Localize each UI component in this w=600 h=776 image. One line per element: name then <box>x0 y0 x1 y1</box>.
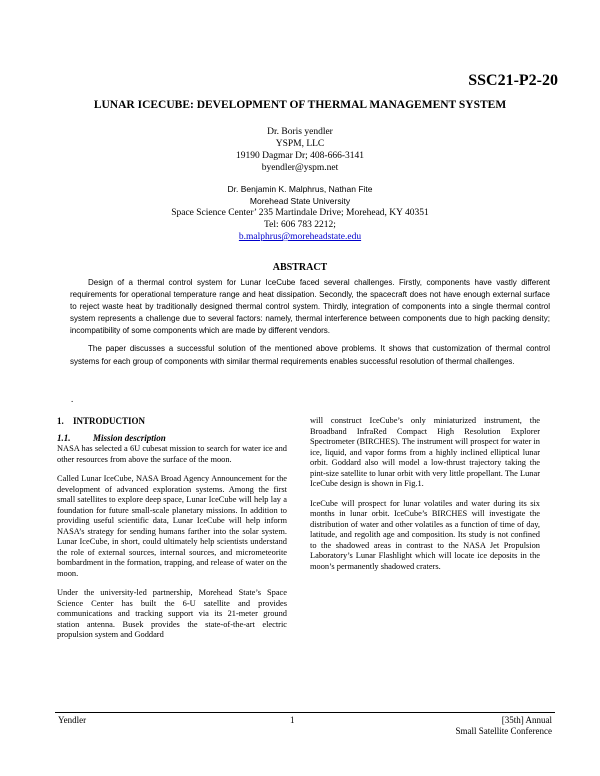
subsection-title: Mission description <box>93 432 166 443</box>
footer-conference-line1: [35th] Annual <box>501 715 552 725</box>
page-number: 1 <box>290 715 295 725</box>
body-paragraph-5: IceCube will prospect for lunar volatiles and water during its six months in lunar orbit. IceCube’s BIRCHES will investigate the distribution of water and other volatiles as a function of time of day, latitude, and regolith age and composition. Its study is not confined to the shadowed areas in contrast to the NASA Jet Propulsion Laboratory’s Lunar Flashlight which will locate ice deposits in the moon’s permanently shadowed craters. <box>310 498 540 571</box>
subsection-number: 1.1. <box>57 432 71 443</box>
left-column <box>57 416 287 650</box>
author2-names: Dr. Benjamin K. Malphrus, Nathan Fite <box>227 184 373 194</box>
author1-org: YSPM, LLC <box>275 139 325 149</box>
abstract-heading: ABSTRACT <box>272 262 328 273</box>
author2-address: Space Science Center’ 235 Martindale Drive; Morehead, KY 40351 <box>171 208 429 218</box>
author1-address: 19190 Dagmar Dr; 408-666-3141 <box>236 151 364 161</box>
section-heading <box>57 416 287 427</box>
footer-conference-line2: Small Satellite Conference <box>455 726 552 736</box>
author2-tel: Tel: 606 783 2212; <box>264 220 336 230</box>
section-title: INTRODUCTION <box>73 416 146 426</box>
footer-rule <box>55 712 555 713</box>
paper-id: SSC21-P2-20 <box>468 72 558 89</box>
footer-conference <box>456 715 552 737</box>
abstract-paragraph-1: Design of a thermal control system for Lunar IceCube faced several challenges. Firstly, components have vastly different requirements for operational temperature range and heat dissipation. Secondly, the spacecraft does not have enough external surface to reject waste heat by traditionally designed thermal control system. Thirdly, integration of components into a single thermal control system represents a challenge due to several factors: namely, thermal interference between components due to high packing density; incompatibility of some components which are made by different vendors. <box>70 278 550 336</box>
body-paragraph-2: Called Lunar IceCube, NASA Broad Agency Announcement for the development of advanced exploration systems. Among the first small satellites to explore deep space, Lunar IceCube will help lay a foundation for future small-scale planetary missions. In addition to providing useful scientific data, Lunar IceCube will help inform NASA’s strategy for sending humans farther into the solar system. Lunar IceCube, in short, could ultimately help scientists understand the role of external sources, internal sources, and micrometeorite bombardment in the formation, trapping, and release of water on the moon. <box>57 474 287 578</box>
author2-org: Morehead State University <box>249 196 351 206</box>
author1-email: byendler@yspm.net <box>261 163 339 173</box>
body-paragraph-3: Under the university-led partnership, Morehead State’s Space Science Center has built the 6-U satellite and provides communications and tracking support via its 21-meter ground station antenna. Busek provides the state-of-the-art electric propulsion system and Goddard <box>57 588 287 639</box>
body-paragraph-1: NASA has selected a 6U cubesat mission to search for water ice and other resources from above the surface of the moon. <box>57 444 287 464</box>
right-column <box>310 416 540 581</box>
footer-author: Yendler <box>58 715 87 725</box>
section-number: 1. <box>57 416 64 426</box>
abstract-body <box>70 277 550 374</box>
paper-title: LUNAR ICECUBE: DEVELOPMENT OF THERMAL MANAGEMENT SYSTEM <box>93 99 507 111</box>
body-paragraph-4: will construct IceCube’s only miniaturized instrument, the Broadband InfraRed Compact High Resolution Explorer Spectrometer (BIRCHES). The instrument will prospect for water in ice, liquid, and vapor forms from a highly inclined elliptical lunar orbit. Goddard also will model a low-thrust trajectory taking the pint-size satellite to lunar orbit with very little propellant. The Lunar IceCube design is shown in Fig.1. <box>310 416 540 488</box>
stray-mark: . <box>71 394 74 404</box>
abstract-paragraph-2: The paper discusses a successful solution of the mentioned above problems. It shows that customization of thermal control systems for each group of components with similar thermal requirements enables successful resolution of thermal challenges. <box>70 344 550 366</box>
subsection-heading <box>57 433 287 444</box>
author2-email-link[interactable]: b.malphrus@moreheadstate.edu <box>238 232 362 242</box>
author-block <box>60 126 540 243</box>
author1-name: Dr. Boris yendler <box>267 127 333 137</box>
